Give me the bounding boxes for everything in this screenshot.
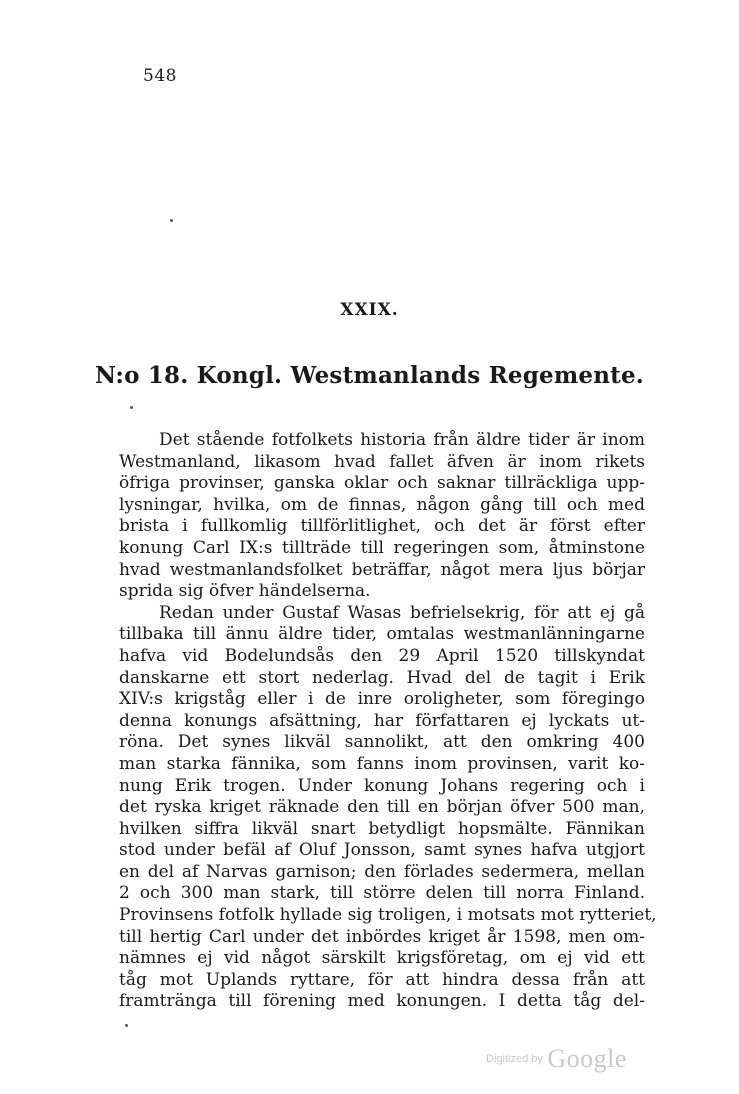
text-line: röna. Det synes likväl sannolikt, att den omkring 400 (119, 732, 645, 753)
digitized-watermark (486, 1044, 627, 1074)
paragraph (119, 602, 657, 1013)
text-line: Redan under Gustaf Wasas befrielsekrig, för att ej gå (159, 602, 645, 623)
print-speck (170, 219, 173, 222)
text-line: lysningar, hvilka, om de finnas, någon gång till och med (119, 494, 645, 515)
text-line: tillbaka till ännu äldre tider, omtalas westmanlänningarne (119, 624, 645, 645)
text-line: konung Carl IX:s tillträde till regeringen som, åtminstone (119, 537, 645, 558)
text-line: 2 och 300 man stark, till större delen till norra Finland. (119, 883, 645, 904)
text-line: till hertig Carl under det inbördes kriget år 1598, men om- (119, 926, 645, 947)
text-line: nämnes ej vid något särskilt krigsföretag, om ej vid ett (119, 948, 645, 969)
text-line: en del af Narvas garnison; den förlades sedermera, mellan (119, 861, 645, 882)
section-title: N:o 18. Kongl. Westmanlands Regemente. (95, 362, 644, 389)
text-line: hafva vid Bodelundsås den 29 April 1520 tillskyndat (119, 645, 645, 666)
watermark-prefix: Digitized by (486, 1053, 543, 1065)
text-line: sprida sig öfver händelserna. (119, 581, 371, 602)
watermark-brand: Google (547, 1044, 627, 1073)
chapter-heading: XXIX. (340, 300, 399, 320)
text-line: brista i fullkomlig tillförlitlighet, och det är först efter (119, 516, 645, 537)
text-line: nung Erik trogen. Under konung Johans regering och i (119, 775, 645, 796)
text-line: man starka fännika, som fanns inom provinsen, varit ko- (119, 753, 645, 774)
text-line: hvilken siffra likväl snart betydligt hopsmälte. Fännikan (119, 818, 645, 839)
text-line: Det stående fotfolkets historia från äldre tider är inom (159, 430, 645, 450)
text-line: tåg mot Uplands ryttare, för att hindra dessa från att (119, 969, 645, 990)
page-number: 548 (143, 66, 177, 86)
text-line: framtränga till förening med konungen. I detta tåg del- (119, 991, 645, 1012)
text-line: hvad westmanlandsfolket beträffar, något mera ljus börjar (119, 559, 645, 580)
body-text (119, 430, 657, 1013)
text-line: Westmanland, likasom hvad fallet äfven är inom rikets (119, 451, 645, 472)
text-line: danskarne ett stort nederlag. Hvad del de tagit i Erik (119, 667, 645, 688)
text-line: XIV:s krigståg eller i de inre oroligheter, som föregingo (119, 689, 645, 710)
text-line: det ryska kriget räknade den till en början öfver 500 man, (119, 797, 645, 818)
text-line: denna konungs afsättning, har författaren ej lyckats ut- (119, 710, 645, 731)
text-line: öfriga provinser, ganska oklar och saknar tillräckliga upp- (119, 473, 645, 494)
print-speck (125, 1024, 128, 1027)
paragraph (119, 430, 645, 603)
print-speck (130, 406, 133, 409)
text-line: stod under befäl af Oluf Jonsson, samt synes hafva utgjort (119, 840, 645, 861)
text-line: Provinsens fotfolk hyllade sig troligen, i motsats mot rytteriet, (119, 905, 657, 926)
